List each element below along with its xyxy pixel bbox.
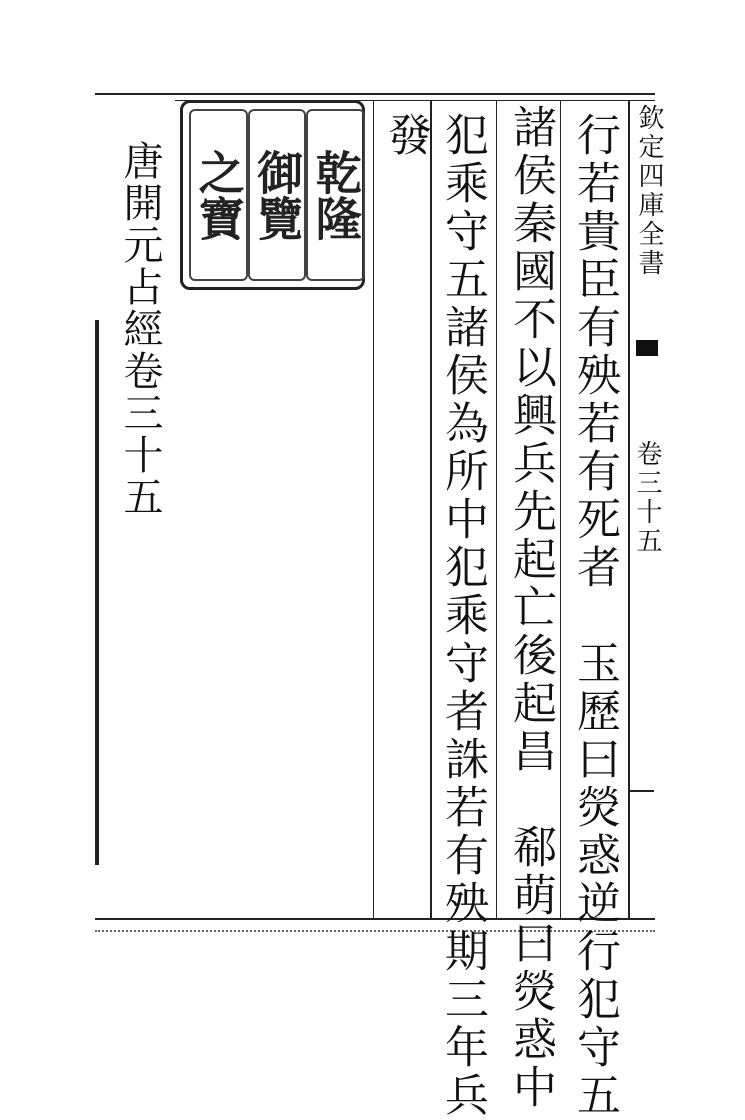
text-column-3: 犯乘守五諸侯為所中犯乘守者誅若有殃期三年兵 — [437, 112, 488, 1120]
head-tick — [628, 790, 654, 792]
seal-column: 之寶 — [189, 109, 248, 281]
margin-volume-title: 唐開元占經卷三十五 — [117, 140, 163, 518]
text-column-4: 發 — [380, 112, 431, 160]
column-rule — [373, 100, 374, 918]
text-column-1: 行若貴臣有殃若有死者 玉歷曰熒惑逆行犯守五 — [569, 112, 620, 1120]
top-border — [95, 93, 655, 95]
imperial-seal — [180, 100, 365, 290]
seal-column: 乾隆 — [306, 109, 365, 281]
running-head-title: 欽定四庫全書 — [634, 104, 664, 278]
column-rule — [496, 100, 497, 918]
column-rule — [628, 100, 630, 918]
text-column-2: 諸侯秦國不以興兵先起亡後起昌 郗萌曰熒惑中 — [505, 104, 556, 1112]
running-head-chapter: 卷三十五 — [632, 440, 662, 556]
margin-rule — [95, 320, 99, 865]
seal-column: 御覽 — [248, 109, 307, 281]
head-black-tab — [636, 340, 658, 356]
column-rule — [560, 100, 561, 918]
column-rule — [430, 100, 432, 918]
